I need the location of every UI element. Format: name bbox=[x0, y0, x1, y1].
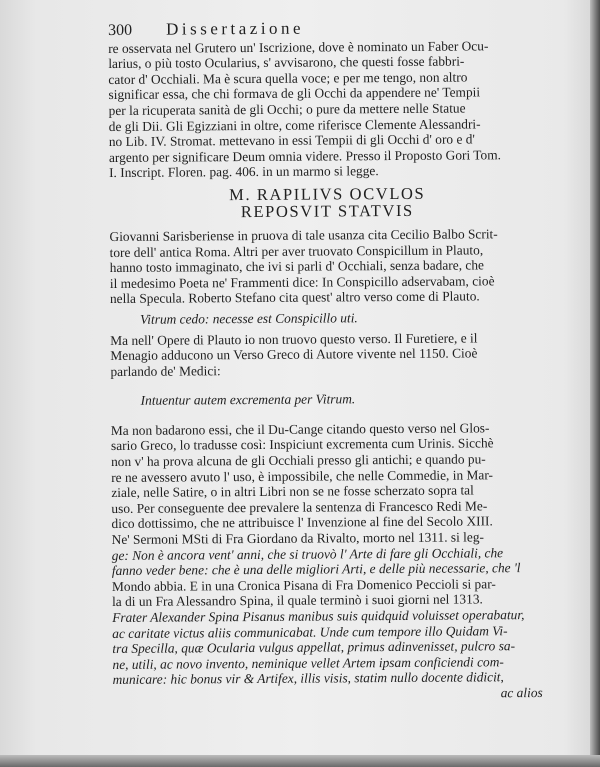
text-line: il medesimo Poeta ne' Frammenti dice: In Conspicillo adservabam, cioè bbox=[109, 273, 495, 291]
text-line: I. Inscript. Floren. pag. 406. in un marmo si legge. bbox=[109, 163, 379, 181]
text-line: hanno tosto immaginato, che ivi si parli d' Occhiali, senza badare, che bbox=[109, 257, 485, 276]
text-line: re ne avessero avuto l' uso, è impossibile, che nelle Commedie, in Mar- bbox=[111, 466, 494, 485]
inscription-block bbox=[109, 184, 545, 221]
text-line: ge: Non è ancora vent' anni, che si truovò l' Arte di fare gli Occhiali, che bbox=[111, 544, 504, 563]
page-edge-shadow bbox=[590, 0, 600, 767]
paragraph-3 bbox=[110, 329, 546, 379]
text-line: uso. Per conseguente dee prevalere la sentenza di Francesco Redi Me- bbox=[111, 498, 488, 516]
text-line: ac caritate victus aliis communicabat. Unde cum tempore illo Quidam Vi- bbox=[112, 622, 508, 641]
latin-quote: Vitrum cedo: necesse est Conspicillo uti. bbox=[140, 310, 358, 327]
text-line: ziale, nelle Satire, o in altri Libri non se ne fosse scherzato sopra tal bbox=[111, 482, 474, 501]
running-title: Dissertazione bbox=[165, 18, 305, 39]
text-line: re osservata nel Grutero un' Iscrizione, dove è nominato un Faber Ocu- bbox=[108, 37, 489, 56]
text-line: Ne' Sermoni MSti di Fra Giordano da Rivalto, morto nel 1311. si leg- bbox=[111, 529, 485, 548]
text-line: cator d' Occhiali. Ma è scura quella voce; e per me tengo, non altro bbox=[108, 69, 468, 87]
text-line: dico dottissimo, che ne attribuisce l' Invenzione al fine del Secolo XIII. bbox=[111, 513, 493, 532]
text-line: parlando de' Medici: bbox=[110, 362, 221, 379]
text-line: ne, utili, ac novo invento, neminique vellet Artem ipsam conficiendi com- bbox=[112, 654, 504, 672]
text-line: argento per significare Deum omnia videre. Presso il Proposto Gori Tom. bbox=[108, 147, 502, 165]
text-line: Menagio adducono un Verso Greco di Autore vivente nel 1150. Cioè bbox=[110, 345, 478, 364]
text-line: tore dell' antica Roma. Altri per aver truovato Conspicillum in Plauto, bbox=[109, 241, 484, 260]
text-line: tra Specilla, quæ Ocularia vulgus appellat, primus adinvenisset, pulcro sa- bbox=[112, 638, 516, 657]
text-line: per la ricuperata sanità de gli Occhi; o pure da mettere nelle Statue bbox=[108, 100, 466, 118]
page-bottom-shadow bbox=[0, 755, 600, 767]
catchword: ac alios bbox=[500, 684, 543, 701]
page-content bbox=[108, 19, 549, 704]
text-line: Mondo abbia. E in una Cronica Pisana di Fra Domenico Peccioli si par- bbox=[111, 576, 496, 594]
inscription-line: M. RAPILIVS OCVLOS bbox=[229, 183, 426, 205]
text-line: no Lib. IV. Stromat. mettevano in essi Tempii di gli Occhi d' oro e d' bbox=[108, 131, 475, 150]
text-line: Ma non badarono essi, che il Du-Cange citando questo verso nel Glos- bbox=[110, 420, 490, 438]
text-line: non v' ha prova alcuna de gli Occhiali presso gli antichi; e quando pu- bbox=[111, 451, 486, 470]
text-line: Frater Alexander Spina Pisanus manibus suis quidquid voluisset operabatur, bbox=[112, 607, 525, 625]
paragraph-2 bbox=[109, 226, 546, 307]
text-line: larius, o più tosto Ocularius, s' avvisarono, che questi fosse fabbri- bbox=[108, 53, 465, 72]
text-line: de gli Dii. Gli Egizziani in oltre, come riferisce Clemente Alessandri- bbox=[108, 115, 481, 134]
page-header bbox=[108, 19, 544, 39]
paragraph-1 bbox=[108, 38, 545, 181]
inscription-line: REPOSVIT STATVIS bbox=[240, 200, 414, 222]
text-line: significar essa, che chi formava de gli Occhi da appendere ne' Tempii bbox=[108, 84, 481, 103]
text-line: Ma nell' Opere di Plauto io non truovo questo verso. Il Furetiere, e il bbox=[110, 329, 478, 348]
text-line: sario Greco, lo tradusse così: Inspiciunt excrementa cum Urinis. Sicchè bbox=[110, 435, 494, 454]
text-line: la di un Fra Alessandro Spina, il quale terminò i suoi giorni nel 1313. bbox=[111, 591, 483, 610]
paragraph-4 bbox=[111, 420, 549, 688]
latin-quote: Intuentur autem excrementa per Vitrum. bbox=[140, 391, 356, 409]
page-number: 300 bbox=[108, 21, 133, 39]
text-line: nella Specula. Roberto Stefano cita quest' altro verso come di Plauto. bbox=[109, 288, 480, 307]
text-line: Giovanni Sarisberiense in pruova di tale usanza cita Cecilio Balbo Scrit- bbox=[109, 226, 498, 244]
text-line: fanno veder bene: che è una delle migliori Arti, e delle più necessarie, che 'l bbox=[111, 560, 521, 579]
text-line: municare: hic bonus vir & Artifex, illis visis, statim nullo docente didicit, bbox=[112, 669, 504, 688]
